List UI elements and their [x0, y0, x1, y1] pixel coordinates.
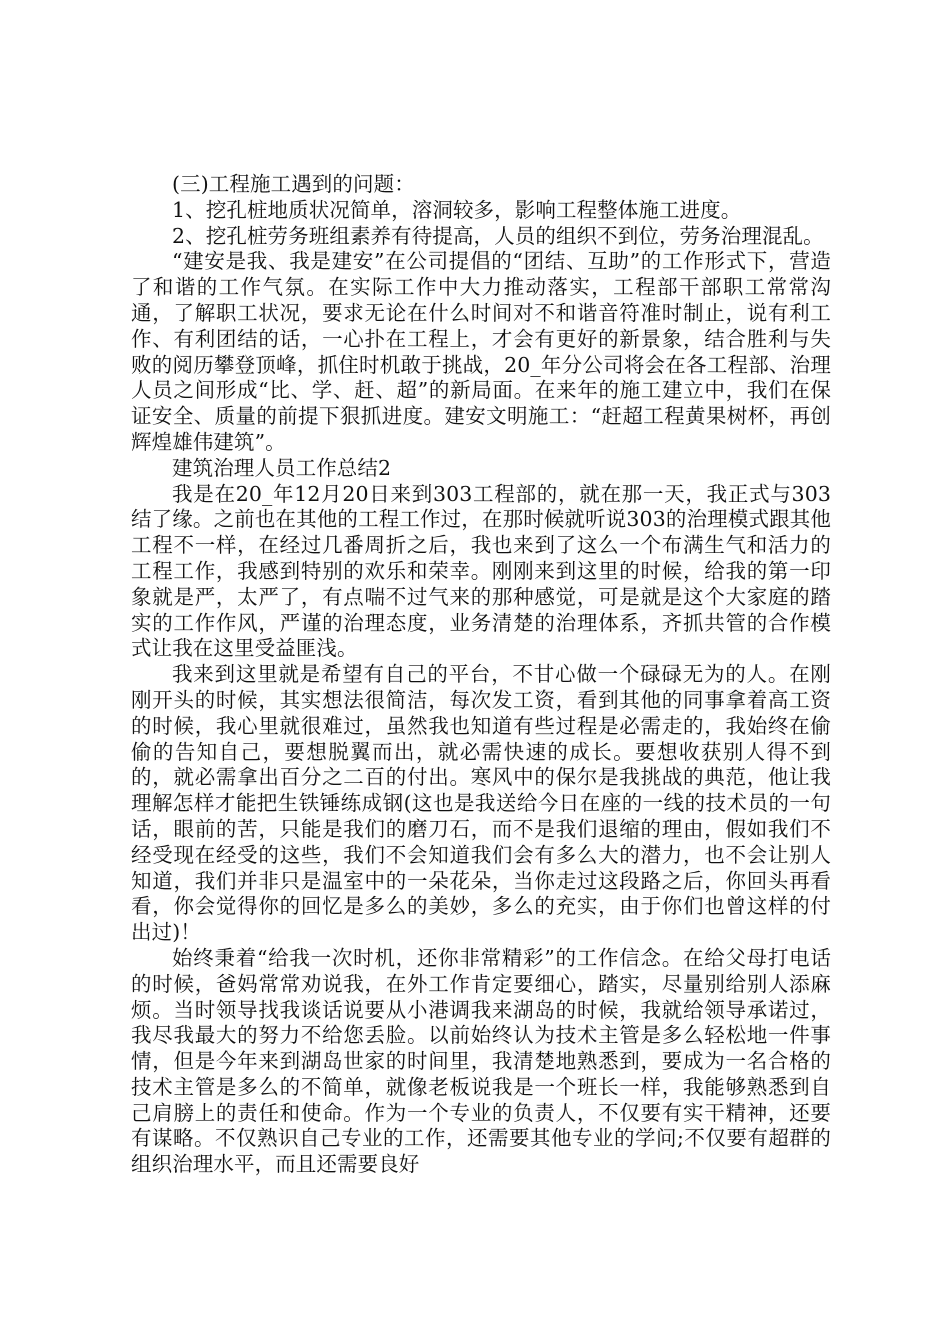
section-heading: (三)工程施工遇到的问题： [172, 172, 415, 196]
paragraph: 始终秉着“给我一次时机，还你非常精彩”的工作信念。在给父母打电话的时候，爸妈常常劝说我，在外工作肯定要细心，踏实，尽量别给别人添麻烦。当时领导找我谈话说要从小港调我来湖岛的时候，我就给领导承诺过，我尽我最大的努力不给您丢脸。以前始终认为技术主管是多么轻松地一件事情，但是今年来到湖岛世家的时间里，我清楚地熟悉到，要成为一名合格的技术主管是多么的不简单，就像老板说我是一个班长一样，我能够熟悉到自己肩膀上的责任和使命。作为一个专业的负责人，不仅要有实干精神，还要有谋略。不仅熟识自己专业的工作，还需要其他专业的学问;不仅要有超群的组织治理水平，而且还需要良好 [131, 945, 831, 1177]
section-title: 建筑治理人员工作总结2 [172, 455, 392, 480]
paragraph: “建安是我、我是建安”在公司提倡的“团结、互助”的工作形式下，营造了和谐的工作气氛。在实际工作中大力推动落实，工程部干部职工常常沟通，了解职工状况，要求无论在什么时间对不和谐音符准时制止，说有利工作、有利团结的话，一心扑在工程上，才会有更好的新景象，结合胜利与失败的阅历攀登顶峰，抓住时机敢于挑战，20_年分公司将会在各工程部、治理人员之间形成“比、学、赶、超”的新局面。在来年的施工建立中，我们在保证安全、质量的前提下狠抓进度。建安文明施工：“赶超工程黄果树杯，再创辉煌雄伟建筑”。 [131, 249, 831, 454]
document-body [131, 172, 831, 1178]
paragraph: 1、挖孔桩地质状况简单，溶洞较多，影响工程整体施工进度。 [172, 197, 742, 222]
paragraph: 我来到这里就是希望有自己的平台，不甘心做一个碌碌无为的人。在刚刚开头的时候，其实想法很简洁，每次发工资，看到其他的同事拿着高工资的时候，我心里就很难过，虽然我也知道有些过程是必需走的，我始终在偷偷的告知自己，要想脱翼而出，就必需快速的成长。要想收获别人得不到的，就必需拿出百分之二百的付出。寒风中的保尔是我挑战的典范，他让我理解怎样才能把生铁锤练成钢(这也是我送给今日在座的一线的技术员的一句话，眼前的苦，只能是我们的磨刀石，而不是我们退缩的理由，假如我们不经受现在经受的这些，我们不会知道我们会有多么大的潜力，也不会让别人知道，我们并非只是温室中的一朵花朵，当你走过这段路之后，你回头再看看，你会觉得你的回忆是多么的美妙，多么的充实，由于你们也曾这样的付出过)！ [131, 662, 831, 945]
paragraph: 2、挖孔桩劳务班组素养有待提高，人员的组织不到位，劳务治理混乱。 [172, 223, 824, 248]
paragraph: 我是在20_年12月20日来到303工程部的，就在那一天，我正式与303结了缘。之前也在其他的工程工作过，在那时候就听说303的治理模式跟其他工程不一样，在经过几番周折之后，我也来到了这么一个布满生气和活力的工程工作，我感到特别的欢乐和荣幸。刚刚来到这里的时候，给我的第一印象就是严，太严了，有点喘不过气来的那种感觉，可是就是这个大家庭的踏实的工作作风，严谨的治理态度，业务清楚的治理体系，齐抓共管的合作模式让我在这里受益匪浅。 [131, 481, 831, 661]
